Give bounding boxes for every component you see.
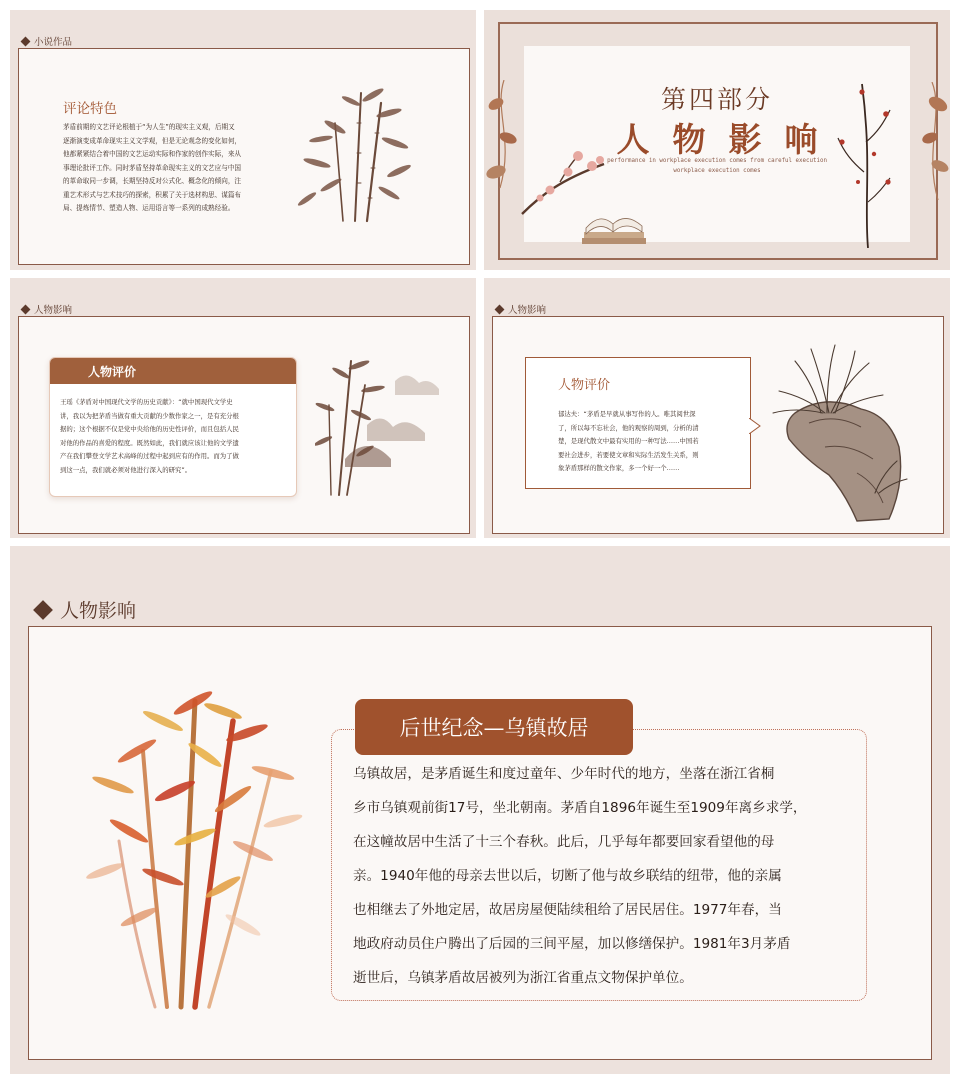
content-panel <box>18 48 470 265</box>
slide-heading: 评论特色 <box>63 101 117 117</box>
diamond-icon <box>33 600 53 620</box>
section-tag <box>36 596 136 623</box>
diamond-icon <box>495 304 505 314</box>
part-label: 第四部分 <box>660 85 773 114</box>
section-label: 小说作品 <box>34 37 73 48</box>
quote-body: 郁达夫：“茅盾是早就从事写作的人。唯其阅世深 了，所以每不忘社会，他的观察的周到，分析的清 楚，是现代散文中最有实用的一种写法……中国若 要社会进步，若要使文章和实际生活发生关系，则 象茅盾那样的散文作家，多一个好一个…… <box>558 410 699 472</box>
content-panel <box>28 626 932 1060</box>
bamboo-mountain-illustration <box>315 355 441 497</box>
subtitle-line-2: workplace execution comes <box>673 168 761 174</box>
rock-grass-illustration <box>765 343 915 523</box>
bubble-pointer <box>749 418 761 434</box>
slide-main-5 <box>10 546 950 1074</box>
slide-body-text: 茅盾前期的文艺评论根植于“为人生”的现实主义观，后期又 逐渐演变成革命现实主义文学观，但是无论观念的变化如何， 他都紧紧结合着中国的文艺运动实际和作家的创作实际，来从 事理论批评工作。同时茅盾坚持革命现实主义的文艺应与中国 的革命取同一步调，长期坚持反对公式化、概念化的倾向，注 重艺术形式与艺术技巧的探索，积累了关于选材构思、谋篇布 局、提炼情节、塑造人物、运用语言等一系列的成熟经验。 <box>63 123 242 212</box>
section-title-banner: 后世纪念—乌镇故居 <box>355 699 633 755</box>
part-title: 人 物 影 响 <box>616 120 818 159</box>
slide-thumbnail-1[interactable] <box>10 10 476 270</box>
quote-bubble <box>525 357 751 489</box>
section-label: 人物影响 <box>60 600 137 622</box>
evaluation-card-body: 王瑶《茅盾对中国现代文学的历史贡献》：“就中国现代文学史 讲，我以为把茅盾当做有重大贡献的少数作家之一，是有充分根 据的；这个根据不仅是党中央给他的历史性评价，而且包括人民 对他的作品的喜爱的程度。既然如此，我们就应该让他的文学遗 产在我们攀登文学艺术高峰的过程中起到应有的作用。而为了做 到这一点，我们就必须对他进行深入的研究”。 <box>60 398 239 474</box>
section-label: 人物影响 <box>508 305 547 316</box>
main-body-text: 乌镇故居，是茅盾诞生和度过童年、少年时代的地方，坐落在浙江省桐 乡市乌镇观前街17号，坐北朝南。茅盾自1896年诞生至1909年离乡求学， 在这幢故居中生活了十三个春秋。此后，几乎每年都要回家看望他的母 亲。1940年他的母亲去世以后，切断了他与故乡联结的纽带，他的亲属 也相继去了外地定居，故居房屋便陆续租给了居民居住。1977年春，当 地政府动员住户腾出了后园的三间平屋，加以修缮保护。1981年3月茅盾 逝世后，乌镇茅盾故居被列为浙江省重点文物保护单位。 <box>353 766 807 986</box>
evaluation-card-title: 人物评价 <box>50 358 296 384</box>
open-books-illustration <box>576 202 650 248</box>
quote-heading: 人物评价 <box>558 378 611 393</box>
plum-blossom-branch-right <box>834 82 894 248</box>
section-label: 人物影响 <box>34 305 73 316</box>
subtitle-line-1: performance in workplace execution comes from careful execution <box>607 158 827 164</box>
content-panel <box>492 316 944 534</box>
slide-thumbnail-3[interactable] <box>10 278 476 538</box>
watercolor-bamboo-illustration <box>83 681 313 1011</box>
content-panel <box>18 316 470 534</box>
section-tag <box>496 302 546 316</box>
section-tag <box>22 34 72 48</box>
bamboo-ink-illustration <box>295 83 421 223</box>
slide-thumbnail-4[interactable] <box>484 278 950 538</box>
diamond-icon <box>21 304 31 314</box>
evaluation-card <box>49 357 297 497</box>
section-tag <box>22 302 72 316</box>
diamond-icon <box>21 36 31 46</box>
slide-thumbnail-2[interactable] <box>484 10 950 270</box>
